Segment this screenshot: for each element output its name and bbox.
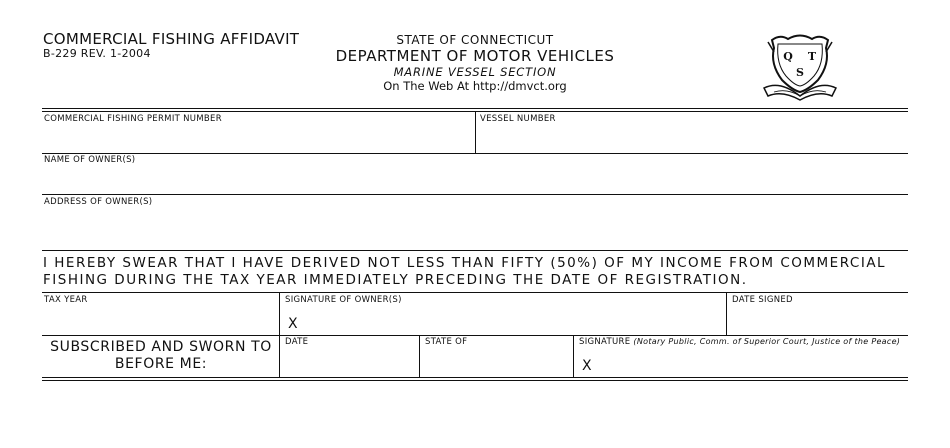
oath-line-1: I HEREBY SWEAR THAT I HAVE DERIVED NOT LESS THAN FIFTY (50%) OF MY INCOME FROM COMMERCIAL xyxy=(43,255,887,271)
notary-row-divider-2 xyxy=(573,335,574,378)
owner-signature-label: SIGNATURE OF OWNER(S) xyxy=(285,295,402,305)
notary-date-label: DATE xyxy=(285,337,309,347)
permit-vessel-divider xyxy=(475,111,476,153)
state-name: STATE OF CONNECTICUT xyxy=(396,33,554,47)
sworn-line-1: SUBSCRIBED AND SWORN TO xyxy=(50,339,272,355)
notary-signature-note: (Notary Public, Comm. of Superior Court, Justice of the Peace) xyxy=(633,337,901,346)
seal-letter-2: T xyxy=(807,50,817,63)
owner-signature-mark: X xyxy=(288,316,298,332)
row-rule-address xyxy=(42,250,908,251)
oath-statement xyxy=(43,255,913,289)
vessel-number-label: VESSEL NUMBER xyxy=(480,114,556,124)
owner-name-label: NAME OF OWNER(S) xyxy=(44,155,136,165)
notary-row-divider-1 xyxy=(419,335,420,378)
form-revision: B-229 REV. 1-2004 xyxy=(43,47,151,60)
notary-signature-label xyxy=(579,337,900,347)
oath-line-2: FISHING DURING THE TAX YEAR IMMEDIATELY PRECEDING THE DATE OF REGISTRATION. xyxy=(43,272,748,288)
row-rule-name xyxy=(42,194,908,195)
row-rule-permit xyxy=(42,153,908,154)
permit-number-label: COMMERCIAL FISHING PERMIT NUMBER xyxy=(44,114,222,124)
department-name: DEPARTMENT OF MOTOR VEHICLES xyxy=(335,47,615,65)
row-rule-oath xyxy=(42,292,908,293)
form-title: COMMERCIAL FISHING AFFIDAVIT xyxy=(43,30,300,48)
seal-letter-1: Q xyxy=(783,50,793,63)
signature-row-divider-2 xyxy=(726,292,727,335)
date-signed-label: DATE SIGNED xyxy=(732,295,793,305)
tax-year-label: TAX YEAR xyxy=(44,295,88,305)
bottom-rule-1 xyxy=(42,377,908,378)
section-name: MARINE VESSEL SECTION xyxy=(393,65,557,79)
top-rule-1 xyxy=(42,108,908,109)
owner-address-label: ADDRESS OF OWNER(S) xyxy=(44,197,153,207)
notary-signature-word: SIGNATURE xyxy=(579,337,631,347)
state-seal-icon xyxy=(760,30,840,102)
subscribed-sworn-text xyxy=(44,339,278,373)
web-address: On The Web At http://dmvct.org xyxy=(383,79,567,93)
state-of-label: STATE OF xyxy=(425,337,468,347)
bottom-rule-2 xyxy=(42,380,908,381)
notary-signature-mark: X xyxy=(582,358,592,374)
row-rule-signature xyxy=(42,335,908,336)
seal-letter-3: S xyxy=(796,66,804,79)
sworn-line-2: BEFORE ME: xyxy=(114,356,208,372)
